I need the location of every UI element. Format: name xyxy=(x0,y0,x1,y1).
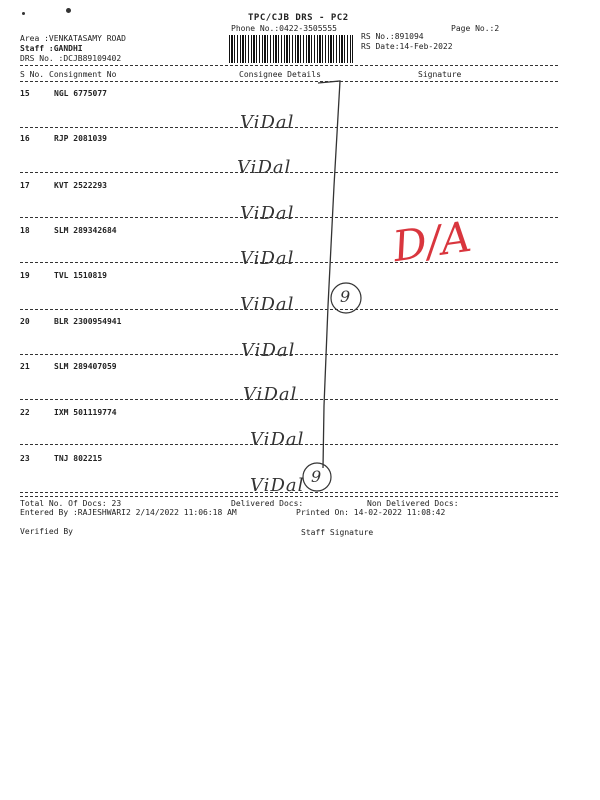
row-sno: 23 xyxy=(20,454,30,463)
divider xyxy=(20,65,558,66)
circled-number: 9 xyxy=(311,467,322,486)
row-signature: ViDal xyxy=(240,203,295,224)
page-number: Page No.:2 xyxy=(451,24,500,33)
row-consignment: IXM 501119774 xyxy=(54,408,117,417)
row-sno: 17 xyxy=(20,181,30,190)
punch-mark xyxy=(22,12,25,15)
row-consignment: SLM 289407059 xyxy=(54,362,117,371)
row-divider xyxy=(20,444,558,445)
divider xyxy=(20,81,558,82)
punch-mark xyxy=(66,8,71,13)
row-divider xyxy=(20,354,558,355)
drs-number: DRS No. :DCJB89109402 xyxy=(20,54,122,63)
delivered-docs: Delivered Docs: xyxy=(231,499,304,508)
barcode xyxy=(229,35,353,63)
printed-on: Printed On: 14-02-2022 11:08:42 xyxy=(296,508,446,517)
col-header-consignee: Consignee Details xyxy=(239,70,321,79)
row-consignment: TNJ 802215 xyxy=(54,454,103,463)
row-signature: ViDal xyxy=(243,384,298,405)
row-consignment: KVT 2522293 xyxy=(54,181,107,190)
col-header-signature: Signature xyxy=(418,70,462,79)
non-delivered-docs: Non Delivered Docs: xyxy=(367,499,459,508)
staff-signature-label: Staff Signature xyxy=(301,528,374,537)
area-label: Area :VENKATASAMY ROAD xyxy=(20,34,126,43)
row-signature: ViDal xyxy=(241,340,296,361)
row-divider xyxy=(20,172,558,173)
rs-date: RS Date:14-Feb-2022 xyxy=(361,42,453,51)
row-divider xyxy=(20,127,558,128)
row-sno: 15 xyxy=(20,89,30,98)
row-signature: ViDal xyxy=(250,475,305,496)
row-sno: 16 xyxy=(20,134,30,143)
row-sno: 18 xyxy=(20,226,30,235)
rs-number: RS No.:891094 xyxy=(361,32,424,41)
row-sno: 22 xyxy=(20,408,30,417)
row-signature: ViDal xyxy=(240,248,295,269)
row-consignment: RJP 2081039 xyxy=(54,134,107,143)
row-signature: ViDal xyxy=(250,429,305,450)
row-sno: 20 xyxy=(20,317,30,326)
col-header-consignment: Consignment No xyxy=(49,70,117,79)
staff-label: Staff :GANDHI xyxy=(20,44,83,53)
row-divider xyxy=(20,492,558,493)
delivered-stamp-mark: D/A xyxy=(389,211,475,272)
row-consignment: BLR 2300954941 xyxy=(54,317,122,326)
row-sno: 21 xyxy=(20,362,30,371)
row-signature: ViDal xyxy=(240,112,295,133)
row-divider xyxy=(20,399,558,400)
col-header-sno: S No. xyxy=(20,70,45,79)
total-docs: Total No. Of Docs: 23 xyxy=(20,499,122,508)
phone-number: Phone No.:0422-3505555 xyxy=(231,24,337,33)
circled-number: 9 xyxy=(340,287,351,306)
row-divider xyxy=(20,262,558,263)
entered-by: Entered By :RAJESHWARI2 2/14/2022 11:06:18 AM xyxy=(20,508,237,517)
divider xyxy=(20,496,558,497)
verified-by: Verified By xyxy=(20,527,73,536)
row-consignment: TVL 1510819 xyxy=(54,271,107,280)
row-divider xyxy=(20,309,558,310)
row-signature: ViDal xyxy=(240,294,295,315)
row-divider xyxy=(20,217,558,218)
row-sno: 19 xyxy=(20,271,30,280)
row-consignment: NGL 6775077 xyxy=(54,89,107,98)
row-consignment: SLM 289342684 xyxy=(54,226,117,235)
row-signature: ViDal xyxy=(237,157,292,178)
document-title: TPC/CJB DRS - PC2 xyxy=(248,13,349,23)
